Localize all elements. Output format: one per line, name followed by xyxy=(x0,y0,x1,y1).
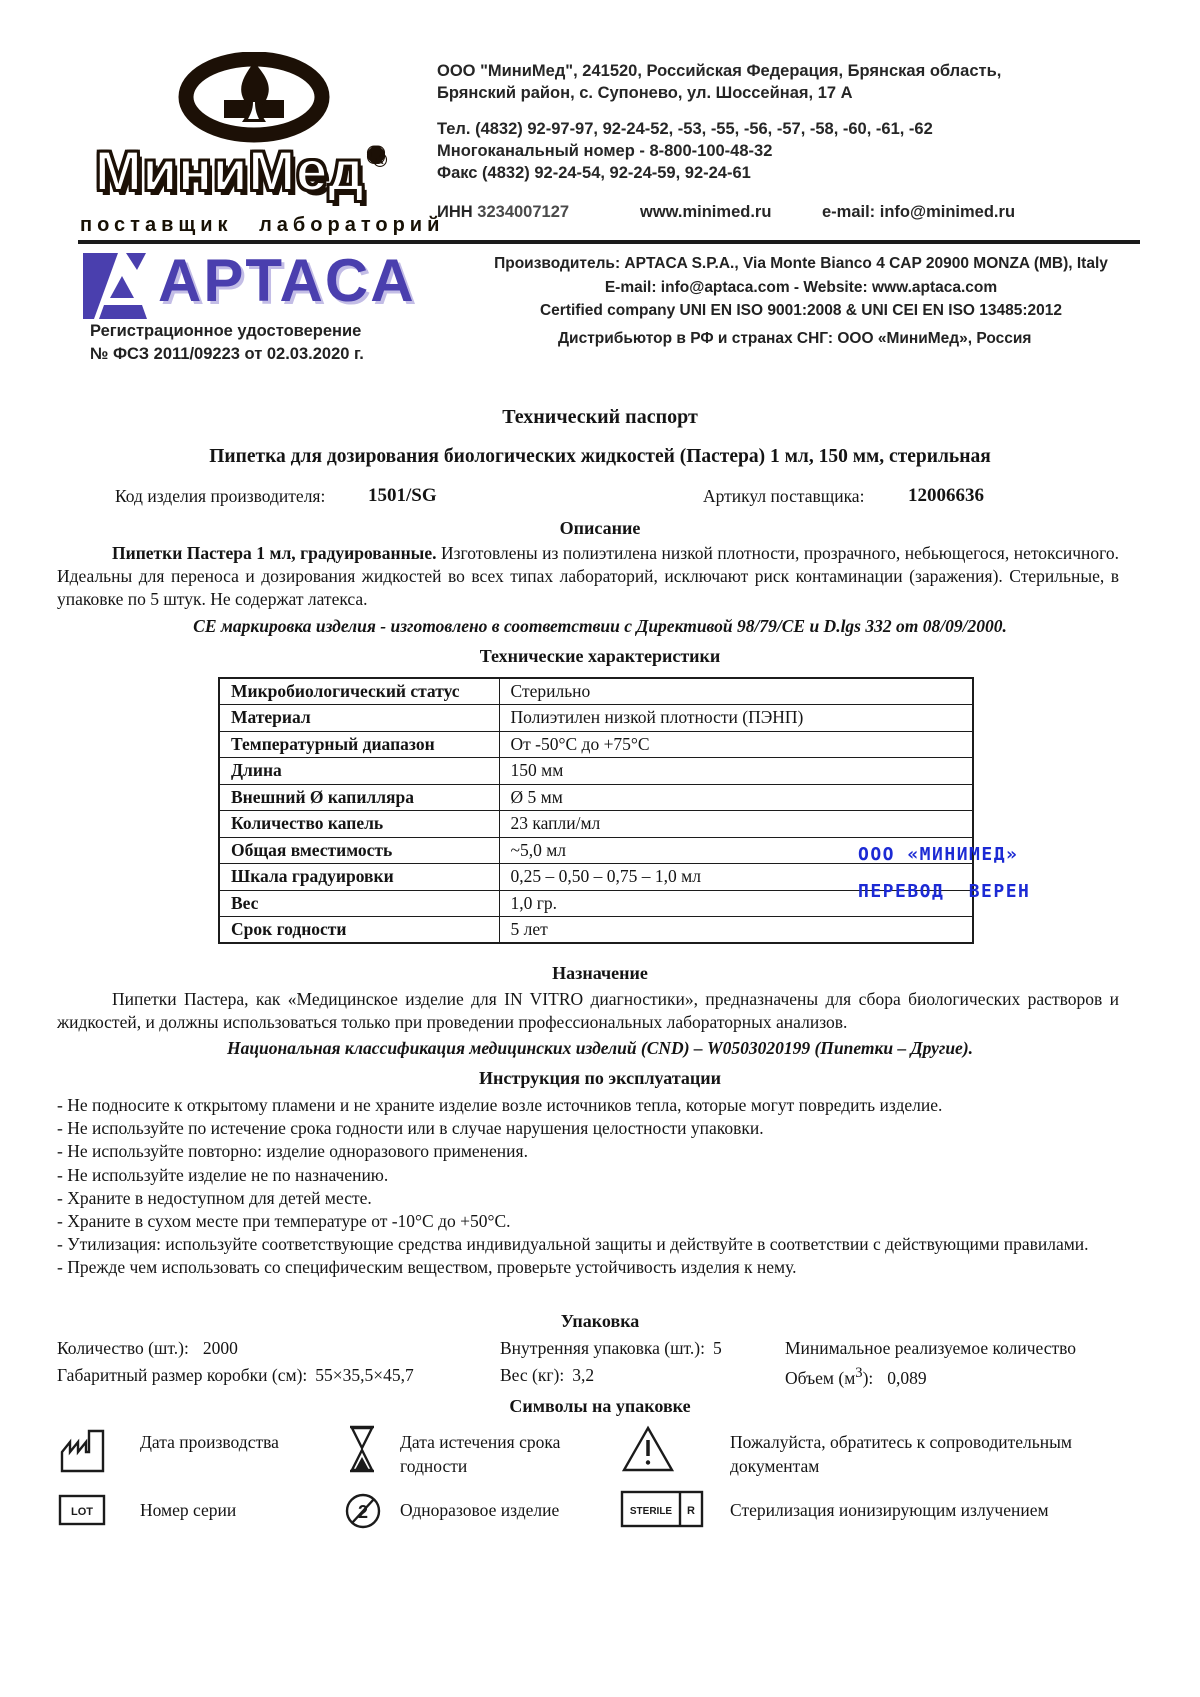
product-codes-row xyxy=(0,486,1200,510)
weight-label: Вес (кг): xyxy=(500,1365,565,1385)
instruction-item: - Не подносите к открытому пламени и не храните изделие возле источников тепла, которые могут повредить изделие. xyxy=(57,1095,943,1115)
table-row: Длина 150 мм xyxy=(219,758,973,785)
inn-value: 3234007127 xyxy=(477,203,570,221)
manufacturer-line: Производитель: APTACA S.P.A., Via Monte Bianco 4 CAP 20900 MONZA (MB), Italy xyxy=(494,255,1108,272)
table-row: Температурный диапазон От -50°С до +75°С xyxy=(219,731,973,758)
address-line: Брянский район, с. Супонево, ул. Шоссейная, 17 А xyxy=(437,84,853,102)
packaging-heading: Упаковка xyxy=(560,1311,640,1331)
stamp-verified: ПЕРЕВОД ВЕРЕН xyxy=(858,881,1031,902)
manufacturer-code-value: 1501/SG xyxy=(368,485,437,506)
registration-certificate: Регистрационное удостоверение № ФСЗ 2011/09223 от 02.03.2020 г. xyxy=(90,322,364,363)
stamp-company: ООО «МИНИМЕД» xyxy=(858,844,1019,865)
address-line: ООО "МиниМед", 241520, Российская Федерация, Брянская область, xyxy=(437,62,1002,80)
symbol-label: Дата производства xyxy=(140,1432,279,1452)
svg-text:STERILE: STERILE xyxy=(629,1506,673,1517)
table-row: Микробиологический статус Стерильно xyxy=(219,678,973,705)
header-divider xyxy=(78,240,1140,244)
table-row: Вес 1,0 гр. xyxy=(219,890,973,917)
single-use-icon xyxy=(344,1492,382,1530)
description-lead: Пипетки Пастера 1 мл, градуированные. xyxy=(112,543,437,563)
volume-value: 0,089 xyxy=(887,1367,927,1388)
packaging-row xyxy=(57,1365,1143,1389)
phone-line: Факс (4832) 92-24-54, 92-24-59, 92-24-61 xyxy=(437,164,751,182)
description-paragraph: Пипетки Пастера 1 мл, градуированные. Изготовлены из полиэтилена низкой плотности, прозрачного, небьющегося, нетоксичного. Идеальны для переноса и дозирования жидкостей во всех типах лабораторий, исключают риск контаминации (заражения). Стерильные, в упаковке по 5 штук. Не содержат латекса. xyxy=(57,543,1119,610)
manufacturer-info-block xyxy=(462,252,1140,323)
instruction-item: - Прежде чем использовать со специфическим веществом, проверьте устойчивость изделия к нему. xyxy=(57,1257,797,1278)
symbol-label: Одноразовое изделие xyxy=(400,1500,560,1520)
svg-text:R: R xyxy=(687,1505,695,1517)
table-row: Срок годности 5 лет xyxy=(219,917,973,944)
packaging-row xyxy=(57,1338,1143,1362)
supplier-code-label: Артикул поставщика: xyxy=(703,486,865,506)
specs-heading: Технические характеристики xyxy=(479,646,721,666)
symbol-label: Дата истечения срока годности xyxy=(400,1432,561,1476)
description-heading: Описание xyxy=(559,518,641,538)
instruction-item: - Утилизация: используйте соответствующие средства индивидуальной защиты и действуйте в соответствии с действующими правилами. xyxy=(57,1234,1089,1255)
box-size-value: 55×35,5×45,7 xyxy=(315,1365,414,1385)
registered-trademark-mark: ® xyxy=(368,145,385,167)
warning-triangle-icon xyxy=(620,1424,676,1474)
box-size-label: Габаритный размер коробки (см): xyxy=(57,1365,308,1385)
aptaca-wordmark: APTACA xyxy=(158,247,416,314)
lot-icon xyxy=(58,1494,106,1526)
instruction-item: - Не используйте повторно: изделие одноразового применения. xyxy=(57,1141,528,1162)
website-link[interactable]: www.minimed.ru xyxy=(640,203,772,221)
volume-label: Объем $(м^3)$: xyxy=(785,1365,874,1388)
instruction-item: - Не используйте по истечение срока годности или в случае нарушения целостности упаковки. xyxy=(57,1118,764,1139)
instruction-item: - Храните в сухом месте при температуре от -10°С до +50°С. xyxy=(57,1211,511,1232)
minimed-brand-wordmark: МиниМед ® xyxy=(95,139,385,202)
specs-table xyxy=(218,677,974,944)
company-contact-block xyxy=(437,60,1147,223)
quantity-value: 2000 xyxy=(202,1338,238,1358)
ce-marking-note: СЕ маркировка изделия - изготовлено в соответствии с Директивой 98/79/СЕ и D.lgs 332 от 08/09/2000. xyxy=(193,616,1007,636)
page-title: Технический паспорт xyxy=(502,406,698,428)
table-row: Шкала градуировки 0,25 – 0,50 – 0,75 – 1,0 мл xyxy=(219,864,973,891)
manufacturer-code-label: Код изделия производителя: xyxy=(115,486,326,506)
instruction-item: - Не используйте изделие не по назначению. xyxy=(57,1164,389,1185)
instructions-list xyxy=(57,1094,1119,1280)
table-row: Внешний Ø капилляра Ø 5 мм xyxy=(219,784,973,811)
manufacturer-cert-line: Certified company UNI EN ISO 9001:2008 & UNI CEI EN ISO 13485:2012 xyxy=(539,302,1063,319)
factory-icon xyxy=(58,1426,108,1474)
svg-text:LOT: LOT xyxy=(71,1506,93,1518)
cnd-classification: Национальная классификация медицинских изделий (CND) – W0503020199 (Пипетки – Другие). xyxy=(226,1038,974,1058)
manufacturer-email-line: E-mail: info@aptaca.com - Website: www.aptaca.com xyxy=(604,278,998,296)
instructions-heading: Инструкция по эксплуатации xyxy=(478,1068,722,1088)
symbol-label: Стерилизация ионизирующим излучением xyxy=(730,1500,1049,1520)
purpose-heading: Назначение xyxy=(552,963,648,983)
weight-value: 3,2 xyxy=(572,1365,595,1385)
hourglass-icon xyxy=(346,1424,378,1474)
sterile-r-icon xyxy=(620,1490,704,1528)
minimed-tagline: поставщик лабораторий xyxy=(80,214,445,236)
supplier-code-value: 12006636 xyxy=(908,485,984,506)
minimed-flame-logo-icon xyxy=(176,52,332,144)
inner-pack-value: 5 xyxy=(712,1338,722,1358)
email-link[interactable]: e-mail: info@minimed.ru xyxy=(822,203,1016,221)
symbol-label: Номер серии xyxy=(140,1500,237,1520)
table-row: Общая вместимость ~5,0 мл xyxy=(219,837,973,864)
distributor-line: Дистрибьютор в РФ и странах СНГ: ООО «МиниМед», Россия xyxy=(558,330,1032,347)
product-name: Пипетка для дозирования биологических жидкостей (Пастера) 1 мл, 150 мм, стерильная xyxy=(209,446,991,467)
symbols-heading: Символы на упаковке xyxy=(509,1396,691,1416)
table-row: Материал Полиэтилен низкой плотности (ПЭНП) xyxy=(219,705,973,732)
inn-label: ИНН xyxy=(437,203,473,221)
purpose-paragraph: Пипетки Пастера, как «Медицинское изделие для IN VITRO диагностики», предназначены для сбора биологических растворов и жидкостей, и должны использоваться только при проведении профессиональных лабораторных анализов. xyxy=(57,989,1119,1033)
aptaca-logo-icon xyxy=(80,250,150,322)
instruction-item: - Храните в недоступном для детей месте. xyxy=(57,1187,372,1208)
translation-stamp xyxy=(858,845,1068,902)
quantity-label: Количество (шт.): xyxy=(57,1338,189,1358)
phone-line: Многоканальный номер - 8-800-100-48-32 xyxy=(437,142,773,160)
svg-text:2: 2 xyxy=(357,1502,369,1522)
min-quantity-label: Минимальное реализуемое количество xyxy=(785,1338,1077,1358)
table-row: Количество капель 23 капли/мл xyxy=(219,811,973,838)
inner-pack-label: Внутренняя упаковка (шт.): xyxy=(500,1338,705,1358)
phone-line: Тел. (4832) 92-97-97, 92-24-52, -53, -55, -56, -57, -58, -60, -61, -62 xyxy=(437,120,933,138)
symbol-label: Пожалуйста, обратитесь к сопроводительным документам xyxy=(730,1432,1072,1476)
